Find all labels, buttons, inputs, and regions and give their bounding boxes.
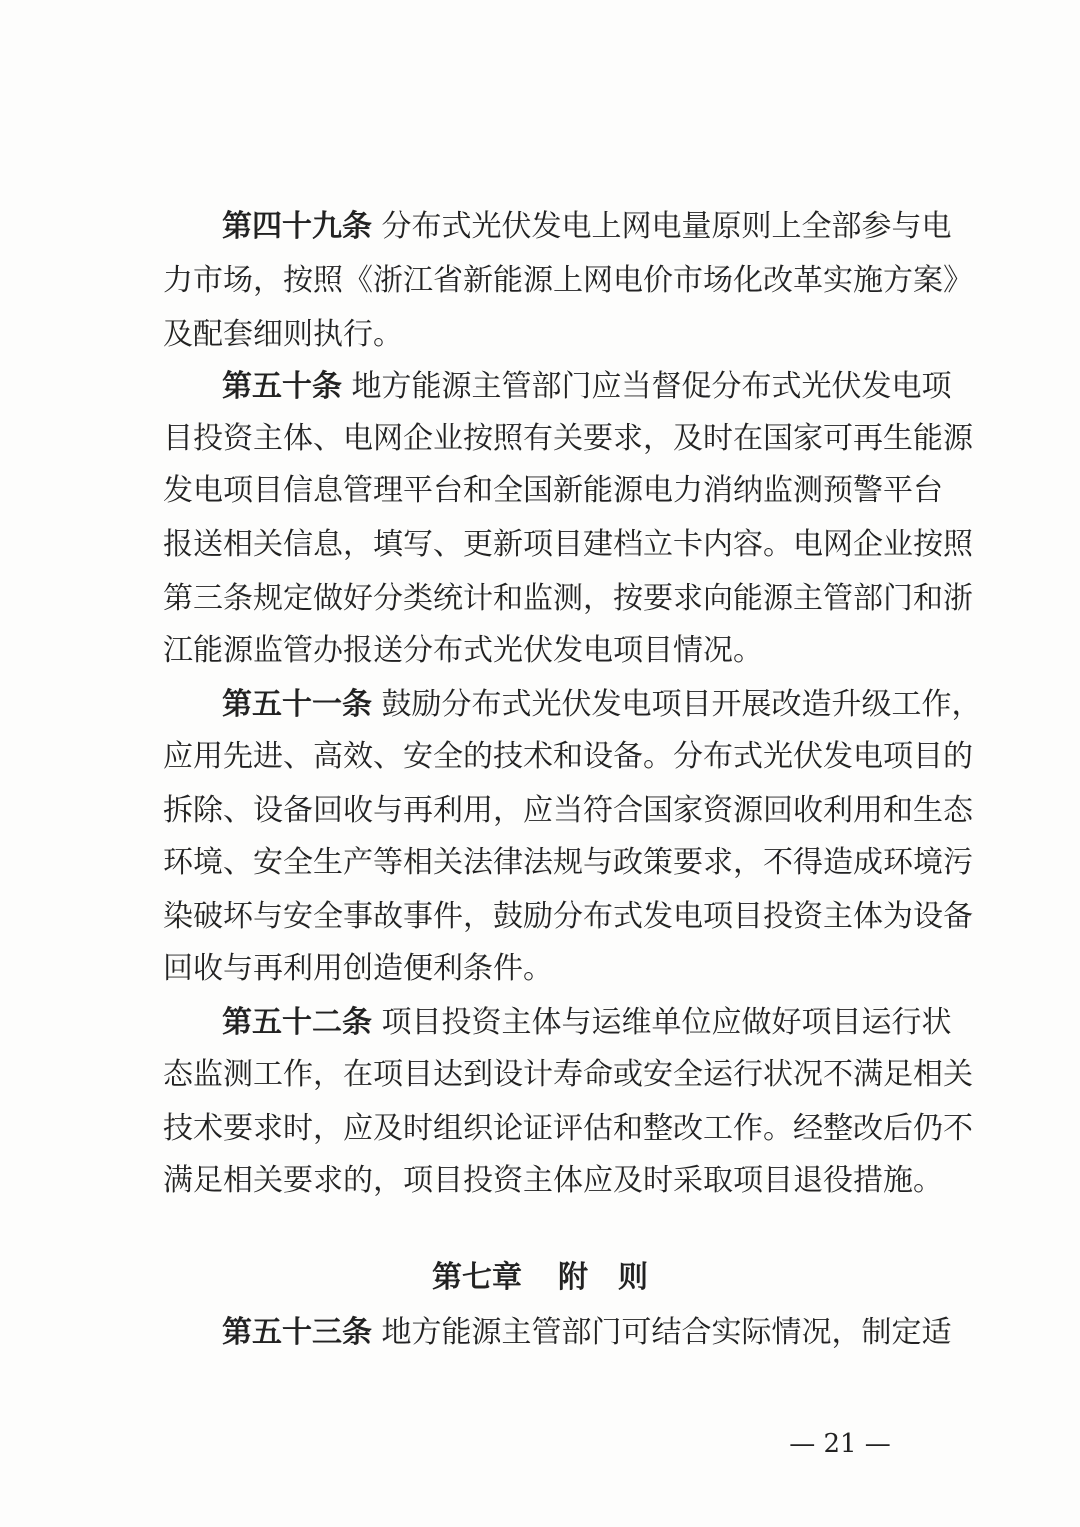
article-49-line-2: 力市场，按照《浙江省新能源上网电价市场化改革实施方案》 [163,263,973,298]
article-52-text-1: 项目投资主体与运维单位应做好项目运行状 [381,1005,952,1040]
article-52-line-1 [222,1001,952,1045]
article-50-line-6: 江能源监管办报送分布式光伏发电项目情况。 [163,633,763,668]
article-53-label: 第五十三条 [222,1315,372,1350]
article-51-line-5: 染破坏与安全事故事件，鼓励分布式发电项目投资主体为设备 [163,899,973,934]
article-49-text-1: 分布式光伏发电上网电量原则上全部参与电 [381,209,952,244]
article-49-line-3: 及配套细则执行。 [163,317,403,352]
article-51-text-1: 鼓励分布式光伏发电项目开展改造升级工作， [381,687,982,722]
article-50-line-1 [222,365,952,409]
article-49-label: 第四十九条 [222,209,372,244]
article-50-line-2: 目投资主体、电网企业按照有关要求，及时在国家可再生能源 [163,421,973,456]
chapter-number: 第七章 [432,1260,522,1295]
article-50-line-4: 报送相关信息，填写、更新项目建档立卡内容。电网企业按照 [163,527,973,562]
article-50-text-1: 地方能源主管部门应当督促分布式光伏发电项 [351,369,952,404]
chapter-title: 附 则 [558,1260,648,1295]
article-52-line-4: 满足相关要求的，项目投资主体应及时采取项目退役措施。 [163,1163,943,1198]
article-53-line-1 [222,1311,952,1355]
article-51-line-4: 环境、安全生产等相关法律法规与政策要求，不得造成环境污 [163,845,973,880]
article-52-line-2: 态监测工作，在项目达到设计寿命或安全运行状况不满足相关 [163,1057,973,1092]
chapter-heading [0,1256,1080,1300]
article-50-line-3: 发电项目信息管理平台和全国新能源电力消纳监测预警平台 [163,473,943,508]
article-52-line-3: 技术要求时，应及时组织论证评估和整改工作。经整改后仍不 [163,1111,973,1146]
article-51-line-6: 回收与再利用创造便利条件。 [163,951,553,986]
article-50-line-5: 第三条规定做好分类统计和监测，按要求向能源主管部门和浙 [163,581,973,616]
article-51-label: 第五十一条 [222,687,372,722]
article-50-label: 第五十条 [222,369,342,404]
article-49-line-1 [222,205,952,249]
article-51-line-2: 应用先进、高效、安全的技术和设备。分布式光伏发电项目的 [163,739,973,774]
article-53-text-1: 地方能源主管部门可结合实际情况，制定适 [381,1315,952,1350]
article-51-line-3: 拆除、设备回收与再利用，应当符合国家资源回收利用和生态 [163,793,973,828]
article-52-label: 第五十二条 [222,1005,372,1040]
article-51-line-1 [222,683,982,727]
page-number: — 21 — [789,1429,891,1459]
